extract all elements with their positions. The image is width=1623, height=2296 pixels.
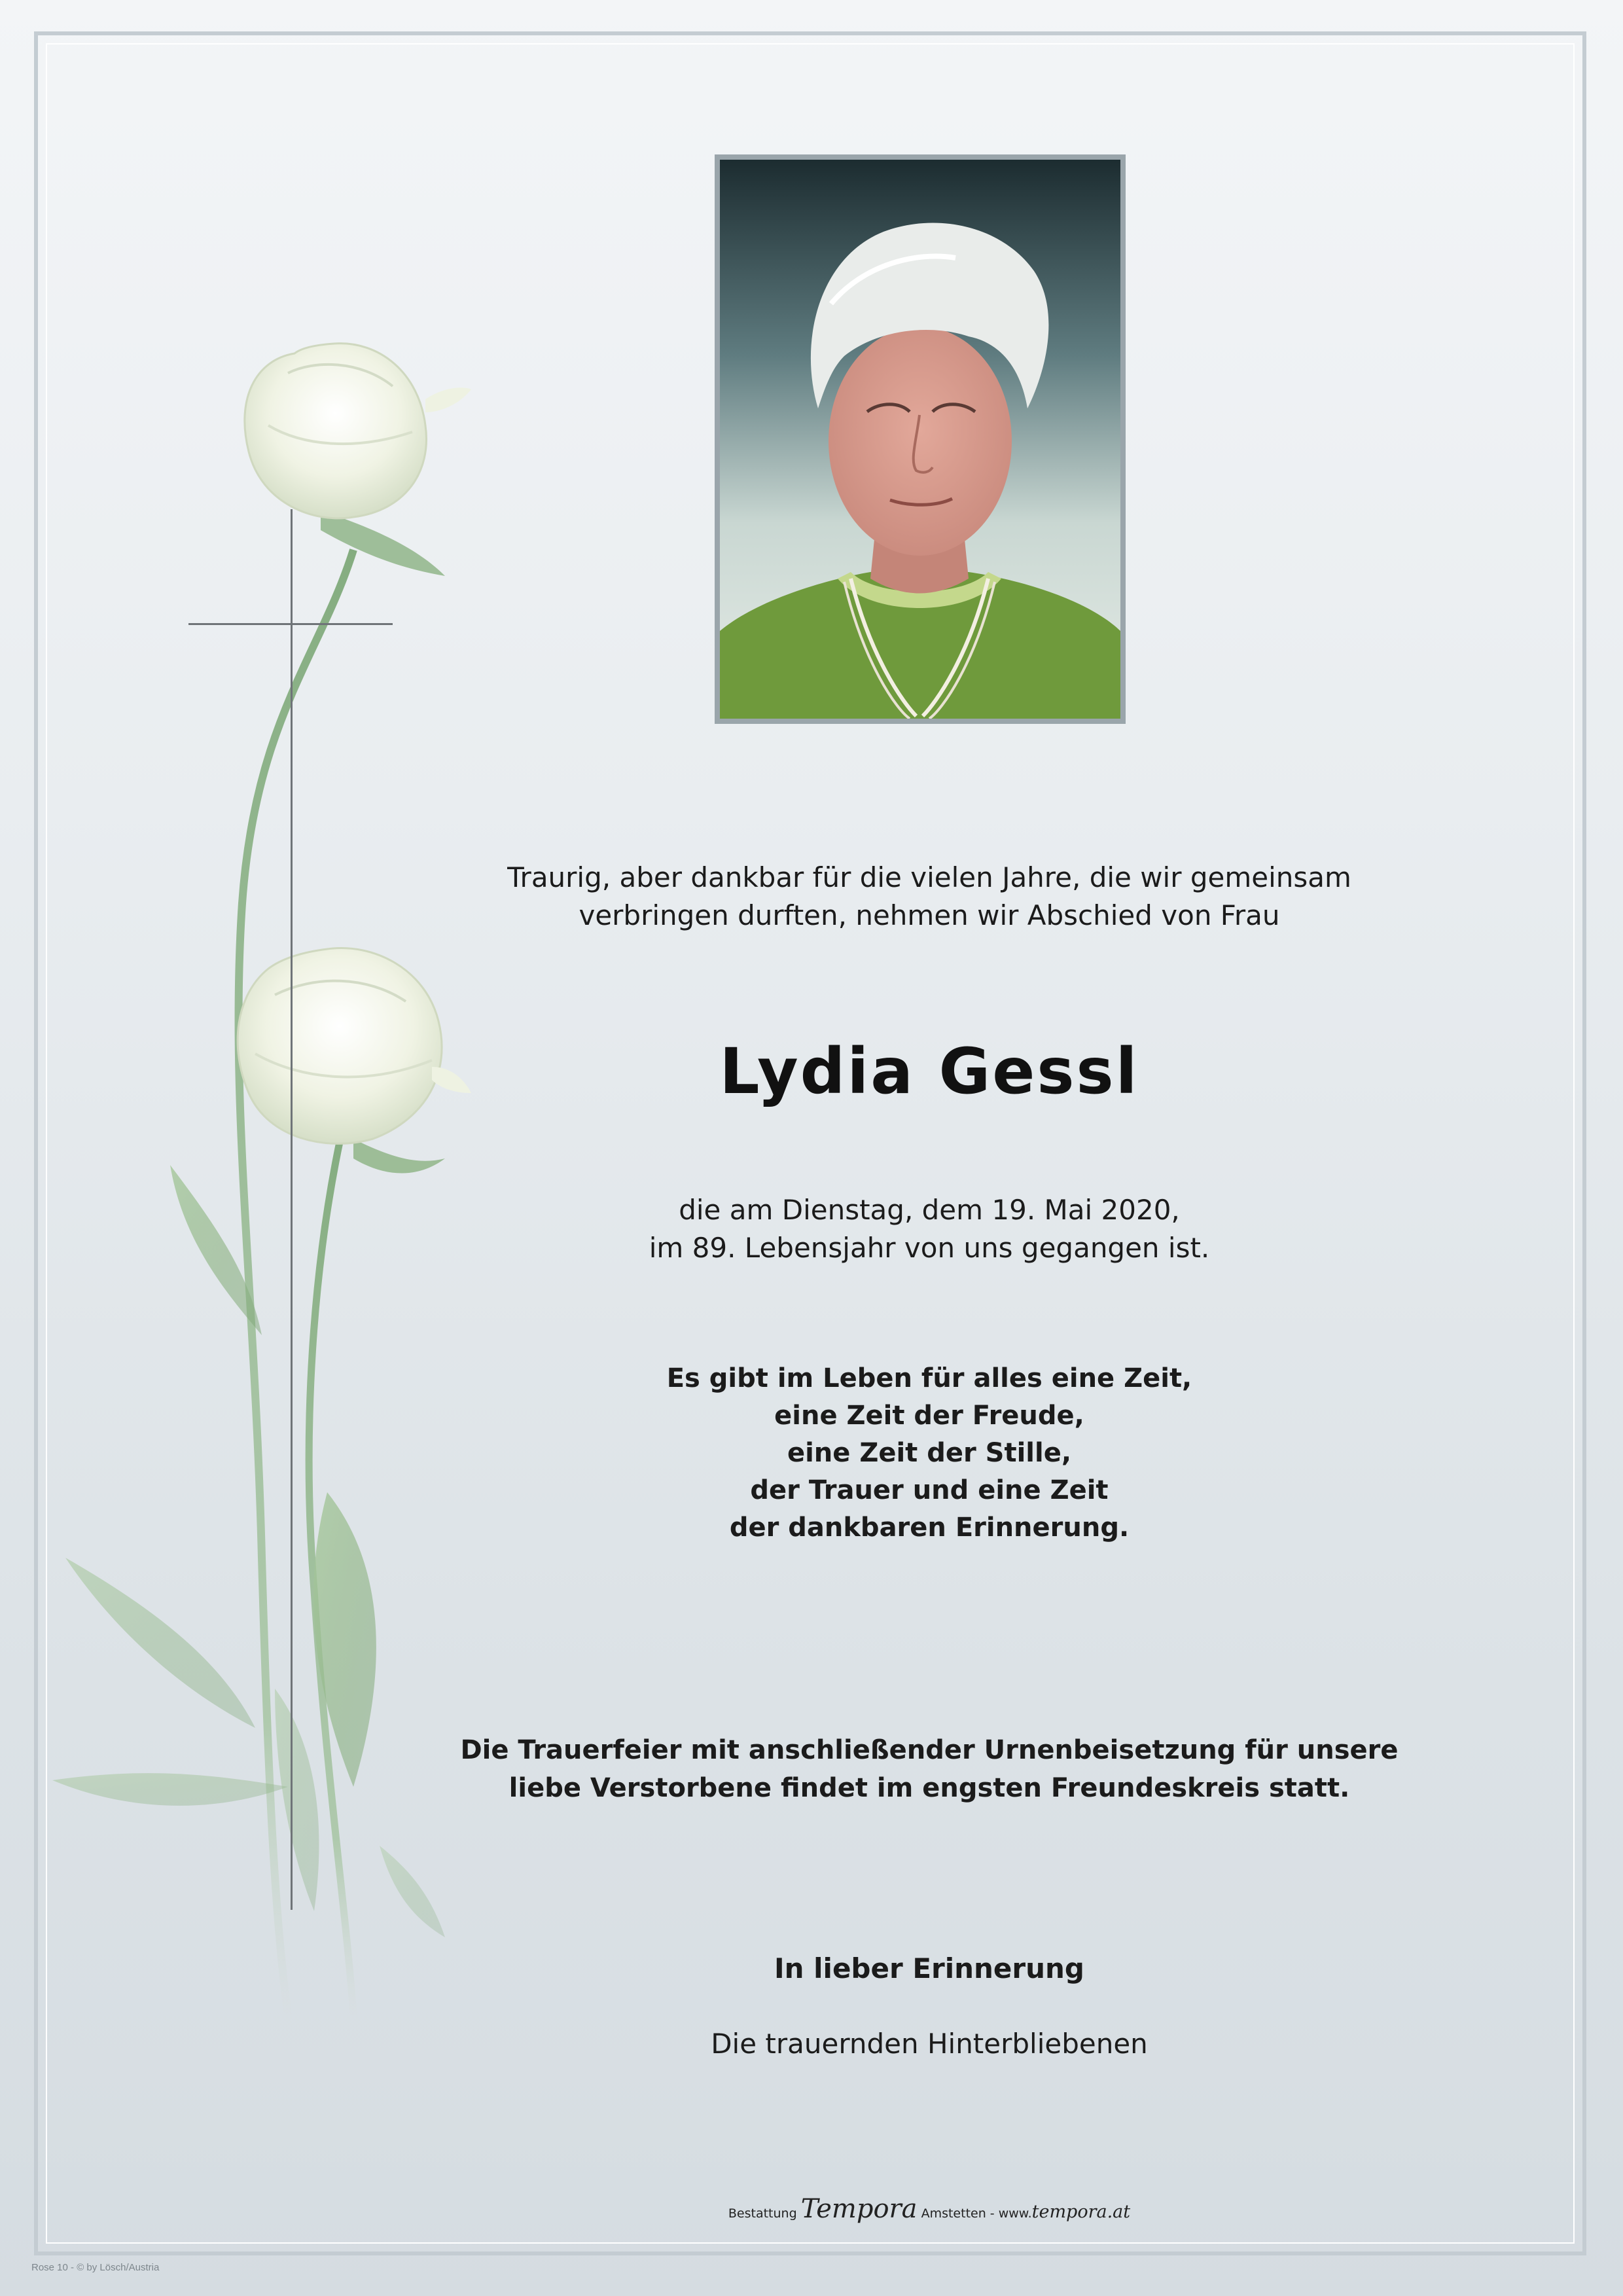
rose-bloom-upper — [245, 344, 471, 518]
death-line: im 89. Lebensjahr von uns gegangen ist. — [649, 1232, 1210, 1264]
footer-website: tempora.at — [1031, 2202, 1131, 2222]
footer-brand: Tempora — [800, 2194, 918, 2224]
footer-middle: Amstetten - www. — [921, 2206, 1032, 2221]
deceased-name: Lydia Gessl — [719, 1035, 1139, 1108]
rose-leaf — [275, 1689, 319, 1911]
funeral-home-footer — [406, 2194, 1453, 2224]
ceremony-line: Die Trauerfeier mit anschließender Urnenbeisetzung für unsere — [460, 1735, 1399, 1765]
cross-vertical-bar — [291, 509, 293, 1910]
poem-line: der dankbaren Erinnerung. — [729, 1513, 1130, 1543]
image-credit: Rose 10 - © by Lösch/Austria — [31, 2262, 160, 2273]
ceremony-line: liebe Verstorbene findet im engsten Freundeskreis statt. — [508, 1773, 1350, 1803]
death-details — [406, 1191, 1453, 1267]
rose-leaf — [380, 1846, 445, 1937]
poem-line: eine Zeit der Stille, — [787, 1438, 1072, 1468]
cross-horizontal-bar — [188, 623, 393, 625]
mourners-signature: Die trauernden Hinterbliebenen — [711, 2028, 1148, 2060]
poem-line: der Trauer und eine Zeit — [750, 1475, 1109, 1505]
portrait-frame — [715, 154, 1126, 724]
footer-prefix: Bestattung — [728, 2206, 797, 2221]
closing-phrase: In lieber Erinnerung — [774, 1952, 1084, 1984]
intro-line: verbringen durften, nehmen wir Abschied von Frau — [579, 899, 1280, 931]
rose-leaf — [65, 1558, 255, 1728]
ceremony-notice — [406, 1731, 1453, 1807]
rose-sepal — [321, 511, 445, 576]
poem-line: eine Zeit der Freude, — [774, 1401, 1084, 1431]
rose-leaf — [52, 1773, 288, 1806]
death-line: die am Dienstag, dem 19. Mai 2020, — [679, 1194, 1180, 1226]
intro-text — [406, 859, 1453, 935]
rose-sepal — [353, 1139, 445, 1174]
poem — [406, 1360, 1453, 1547]
poem-line: Es gibt im Leben für alles eine Zeit, — [666, 1363, 1192, 1393]
intro-line: Traurig, aber dankbar für die vielen Jahre, die wir gemeinsam — [507, 861, 1351, 893]
portrait-photo — [720, 160, 1120, 719]
